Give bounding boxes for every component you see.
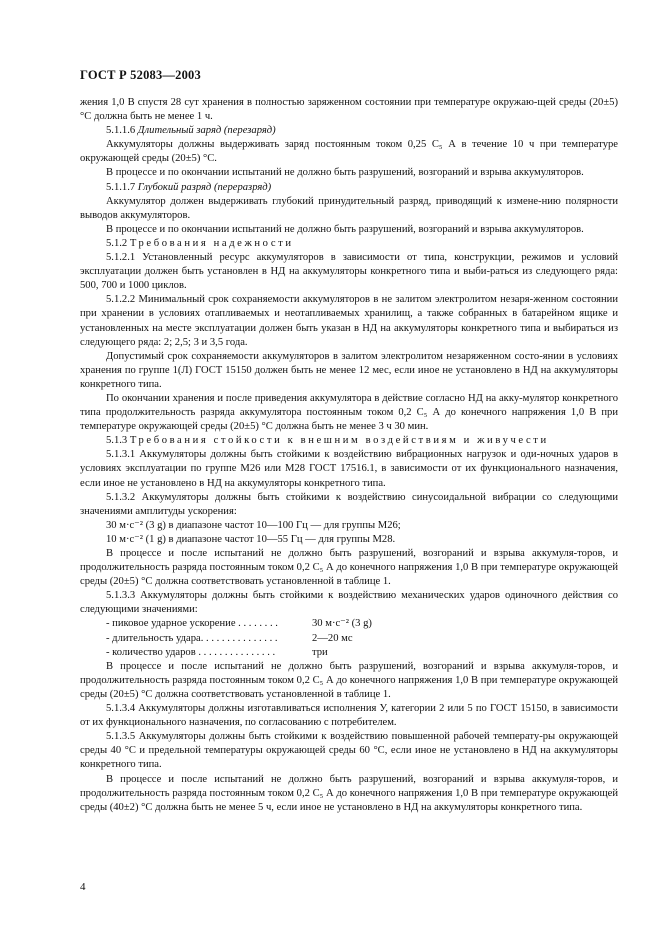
subsection-title: Длительный заряд (перезаряд) <box>137 125 276 137</box>
paragraph: 5.1.3.5 Аккумуляторы должны быть стойкими к воздействию повышенной рабочей температу-ры окружающей среды 40 °С и предельной температуры окружающей среды 60 °С, если иное не установлено в НД на аккумуляторы конкретного типа. <box>80 731 618 771</box>
paragraph: 5.1.3.4 Аккумуляторы должны изготавливаться исполнения У, категории 2 или 5 по ГОСТ 15150, в зависимости от их функционального назначения, по согласованию с потребителем. <box>80 703 618 729</box>
paragraph: Аккумулятор должен выдерживать глубокий принудительный разряд, приводящий к измене-нию полярности выводов аккумуляторов. <box>80 195 618 221</box>
list-item-label: - длительность удара. . . . . . . . . . . . . . . <box>106 632 278 644</box>
list-item-label: - пиковое ударное ускорение . . . . . . . . <box>106 618 278 630</box>
paragraph: В процессе и по окончании испытаний не должно быть разрушений, возгораний и взрыва аккумуляторов. <box>106 223 584 235</box>
paragraph: В процессе и после испытаний не должно быть разрушений, возгораний и взрыва аккумуля-торов, и продолжительность разряда постоянным током 0,2 C₅ А до конечного напряжения 1,0 В при температуре окружающей среды (40±2) °С должна быть не менее 5 ч, если иное не установлено в НД на аккумуляторы конкретного типа. <box>80 773 618 813</box>
section-title: Требования стойкости к внешним воздействиям и живучести <box>129 435 549 447</box>
list-item-value: 2—20 мс <box>312 632 353 644</box>
section-title: Требования надежности <box>129 237 294 249</box>
paragraph: 5.1.3.1 Аккумуляторы должны быть стойкими к воздействию вибрационных нагрузок и оди-ночных ударов в условиях эксплуатации по группе М26 или М28 ГОСТ 17516.1, в зависимости от их функционального назначения, если иное не установлено в НД на аккумуляторы конкретного типа. <box>80 449 618 489</box>
shock-parameters-list <box>80 617 618 659</box>
list-item <box>106 646 618 660</box>
list-item-label: - количество ударов . . . . . . . . . . . . . . . <box>106 646 276 658</box>
paragraph: 30 м·с⁻² (3 g) в диапазоне частот 10—100 Гц — для группы М26; <box>106 519 401 531</box>
document-body <box>80 96 618 815</box>
subsection-title: Глубокий разряд (переразряд) <box>137 181 272 193</box>
section-heading <box>80 237 618 251</box>
page-number: 4 <box>80 881 86 893</box>
section-heading <box>80 434 618 448</box>
paragraph: 5.1.2.2 Минимальный срок сохраняемости аккумуляторов в не залитом электролитом незаря-женном состоянии при хранении в условиях отапливаемых и неотапливаемых хранилищ, а также собранных в батарейном ящике и установленных на месте эксплуатации должен быть указан в НД на аккумуляторы конкретного типа и выбираться из следующего ряда: 2; 2,5; 3 и 3,5 года. <box>80 294 618 348</box>
section-number: 5.1.2 <box>106 237 128 249</box>
paragraph: 5.1.3.3 Аккумуляторы должны быть стойкими к воздействию механических ударов одиночного действия со следующими значениями: <box>80 590 618 616</box>
list-item <box>106 617 618 631</box>
paragraph: По окончании хранения и после приведения аккумулятора в действие согласно НД на акку-мулятор конкретного типа продолжительность разряда аккумулятора постоянным током 0,2 C₅ А до конечного напряжения 1,0 В при температуре окружающей среды (20±5) °С должна быть не менее 3 ч 30 мин. <box>80 392 618 433</box>
paragraph: жения 1,0 В спустя 28 сут хранения в полностью заряженном состоянии при температуре окружаю-щей среды (20±5) °С должна быть не менее 1 ч. <box>80 97 618 123</box>
document-header: ГОСТ Р 52083—2003 <box>80 68 201 82</box>
section-number: 5.1.1.6 <box>106 125 136 137</box>
list-item <box>106 632 618 646</box>
paragraph: Аккумуляторы должны выдерживать заряд постоянным током 0,25 C₅ А в течение 10 ч при температуре окружающей среды (20±5) °С. <box>80 139 618 165</box>
subsection-heading <box>80 181 618 195</box>
list-item-value: три <box>312 646 328 658</box>
paragraph: 10 м·с⁻² (1 g) в диапазоне частот 10—55 Гц — для группы М28. <box>106 533 396 545</box>
paragraph: В процессе и по окончании испытаний не должно быть разрушений, возгораний и взрыва аккумуляторов. <box>106 167 584 179</box>
subsection-heading <box>80 124 618 138</box>
list-item-value: 30 м·с⁻² (3 g) <box>312 618 372 630</box>
section-number: 5.1.1.7 <box>106 181 136 193</box>
paragraph: 5.1.2.1 Установленный ресурс аккумуляторов в зависимости от типа, конструкции, режимов и условий эксплуатации должен быть установлен в НД на аккумуляторы конкретного типа и выби-раться из следующего ряда: 500, 700 и 1000 циклов. <box>80 252 618 292</box>
paragraph: 5.1.3.2 Аккумуляторы должны быть стойкими к воздействию синусоидальной вибрации со следующими значениями амплитуды ускорения: <box>80 491 618 517</box>
paragraph: В процессе и после испытаний не должно быть разрушений, возгораний и взрыва аккумуля-торов, и продолжительность разряда постоянным током 0,2 C₅ А до конечного напряжения 1,0 В при температуре окружающей среды (20±5) °С должна соответствовать установленной в таблице 1. <box>80 548 618 588</box>
section-number: 5.1.3 <box>106 435 128 447</box>
paragraph: В процессе и после испытаний не должно быть разрушений, возгораний и взрыва аккумуля-торов, и продолжительность разряда постоянным током 0,2 C₅ А до конечного напряжения 1,0 В при температуре окружающей среды (20±5) °С должна соответствовать установленной в таблице 1. <box>80 660 618 700</box>
paragraph: Допустимый срок сохраняемости аккумуляторов в залитом электролитом незаряженном состо-янии в условиях хранения по группе 1(Л) ГОСТ 15150 должен быть не менее 12 мес, если иное не установлено в НД на аккумуляторы конкретного типа. <box>80 350 618 390</box>
